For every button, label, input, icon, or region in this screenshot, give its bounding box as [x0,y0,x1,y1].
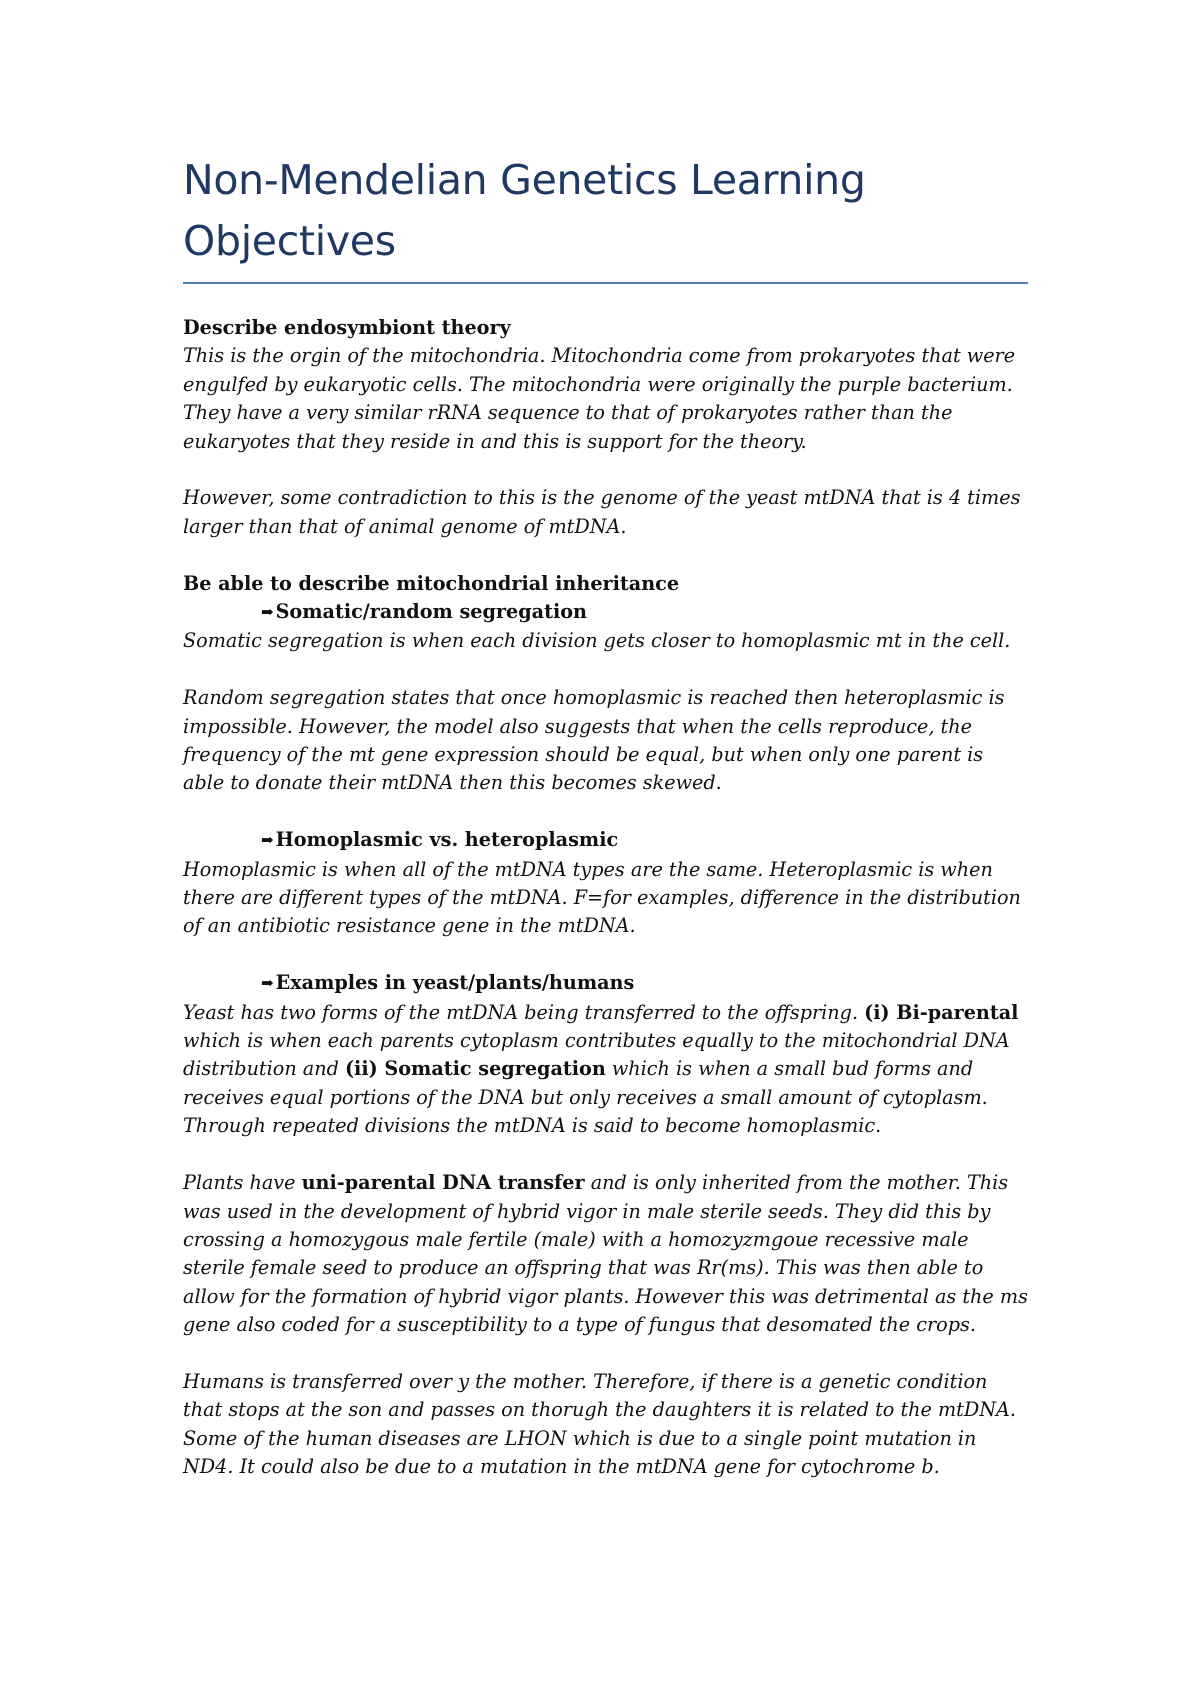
text-run: which is when each parents cytoplasm contributes equally to the mitochondrial DNA distribution and [183,1029,1010,1081]
bullet-homoplasmic [183,826,1028,855]
bold-term-somatic-segregation: (ii) Somatic segregation [344,1057,606,1081]
text-run: Yeast has two forms of the mtDNA being transferred to the offspring. [183,1000,865,1024]
text-run: Plants have [183,1171,302,1195]
bullet-label: Examples in yeast/plants/humans [275,971,635,995]
bold-term-biparental: (i) Bi-parental [864,1000,1019,1024]
bullet-label: Somatic/random segregation [275,600,587,624]
paragraph-endosymbiont-origin: This is the orgin of the mitochondria. Mitochondria come from prokaryotes that were engulfed by eukaryotic cells. The mitochondria were originally the purple bacterium. They have a very similar rRNA sequence to that of prokaryotes rather than the eukaryotes that they reside in and this is support for the theory. [183,344,1016,453]
arrow-bullet-icon: ➡ [261,831,274,850]
document-body [183,314,1028,1482]
paragraph-somatic-segregation: Somatic segregation is when each division gets closer to homoplasmic mt in the cell. [183,629,1011,653]
heading-mito-inheritance: Be able to describe mitochondrial inheritance [183,571,680,595]
bullet-examples [183,969,1028,998]
paragraph-random-segregation: Random segregation states that once homoplasmic is reached then heteroplasmic is impossible. However, the model also suggests that when the cells reproduce, the frequency of the mt gene expression should be equal, but when only one parent is able to donate their mtDNA then this becomes skewed. [183,686,1005,795]
arrow-bullet-icon: ➡ [261,603,274,622]
document-title: Non-Mendelian Genetics Learning Objectives [183,150,1028,284]
text-run: which is when a small bud forms and receives equal portions of the DNA but only receives a small amount of cytoplasm. Through repeated divisions the mtDNA is said to become homoplasmic. [183,1057,988,1138]
bold-term-uniparental: uni-parental DNA transfer [301,1171,585,1195]
text-run: and is only inherited from the mother. This was used in the development of hybrid vigor in male sterile seeds. They did this by crossing a homozygous male fertile (male) with a homozyzmgoue recessive male sterile female seed to produce an offspring that was Rr(ms). This was then able to allow for the formation of hybrid vigor plants. However this was detrimental as the ms gene also coded for a susceptibility to a type of fungus that desomated the crops. [183,1171,1028,1337]
paragraph-homoplasmic: Homoplasmic is when all of the mtDNA types are the same. Heteroplasmic is when there are different types of the mtDNA. F=for examples, difference in the distribution of an antibiotic resistance gene in the mtDNA. [183,857,1021,938]
paragraph-endosymbiont-contradiction: However, some contradiction to this is the genome of the yeast mtDNA that is 4 times larger than that of animal genome of mtDNA. [183,486,1021,538]
paragraph-plants [183,1169,1028,1339]
heading-endosymbiont: Describe endosymbiont theory [183,316,511,339]
arrow-bullet-icon: ➡ [261,974,274,993]
paragraph-yeast [183,999,1028,1141]
bullet-somatic-segregation [183,598,1028,627]
paragraph-humans: Humans is transferred over y the mother. Therefore, if there is a genetic condition that stops at the son and passes on thorugh the daughters it is related to the mtDNA. Some of the human diseases are LHON which is due to a single point mutation in ND4. It could also be due to a mutation in the mtDNA gene for cytochrome b. [183,1369,1016,1479]
document-page [183,150,1028,1482]
bullet-label: Homoplasmic vs. heteroplasmic [275,828,619,852]
